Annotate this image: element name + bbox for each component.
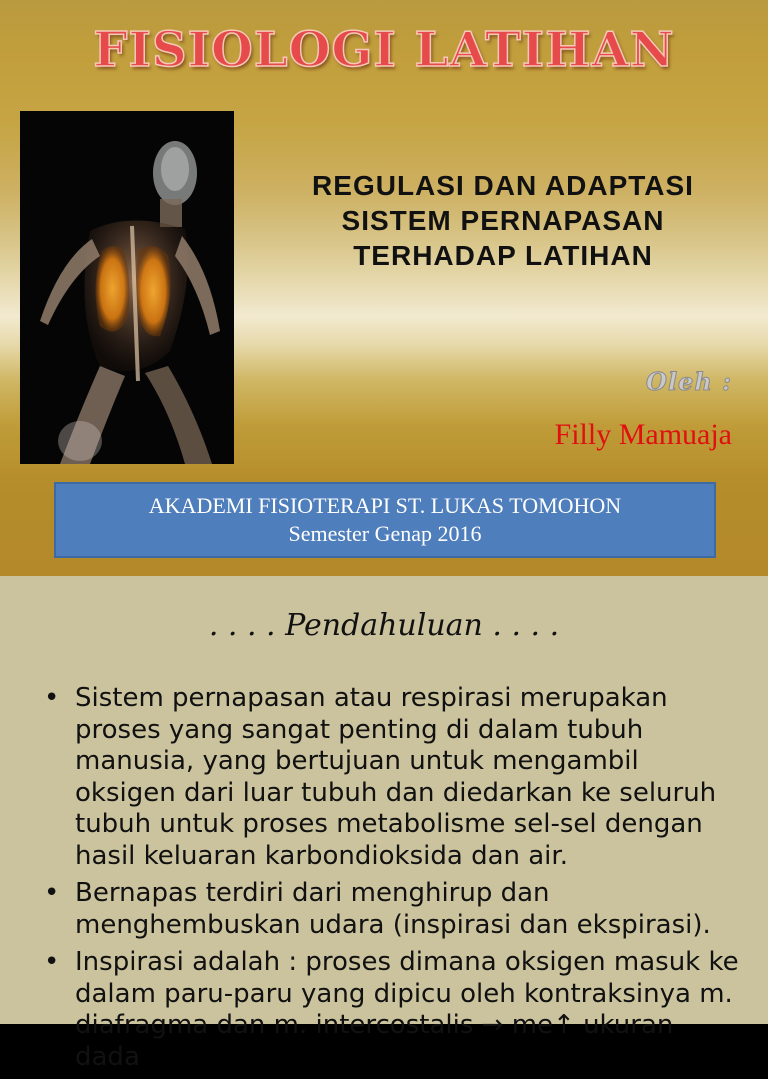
bullet-icon: • (44, 947, 60, 977)
bullet-list (44, 683, 744, 1079)
bullet-icon: • (44, 683, 60, 713)
anatomy-runner-image (20, 111, 234, 464)
bullet-text: Sistem pernapasan atau respirasi merupakan proses yang sangat penting di dalam tubuh manusia, yang bertujuan untuk mengambil oksigen dari luar tubuh dan diedarkan ke seluruh tubuh untuk proses metabolisme sel-sel dengan hasil keluaran karbondioksida dan air. (75, 683, 717, 871)
subtitle-line: TERHADAP LATIHAN (353, 240, 653, 271)
institution-box (54, 482, 716, 558)
anatomy-illustration (20, 111, 234, 464)
slide-title: FISIOLOGI LATIHAN (93, 22, 675, 78)
subtitle-line: SISTEM PERNAPASAN (341, 205, 665, 236)
author-name: Filly Mamuaja (554, 418, 732, 451)
slide-heading: . . . . Pendahuluan . . . . (208, 608, 560, 643)
slide-subtitle (248, 168, 758, 273)
institution-name: AKADEMI FISIOTERAPI ST. LUKAS TOMOHON (148, 493, 622, 518)
list-item (44, 878, 744, 941)
bullet-text: Bernapas terdiri dari menghirup dan menghembuskan udara (inspirasi dan ekspirasi). (75, 878, 711, 940)
semester-label: Semester Genap 2016 (288, 521, 482, 546)
oleh-label: Oleh : (646, 367, 732, 396)
bullet-text: Inspirasi adalah : proses dimana oksigen masuk ke dalam paru-paru yang dipicu oleh kontraksinya m. diafragma dan m. intercostalis → me↑ ukuran dada (75, 947, 739, 1072)
intro-slide (0, 576, 768, 1072)
subtitle-line: REGULASI DAN ADAPTASI (312, 170, 694, 201)
bullet-icon: • (44, 878, 60, 908)
list-item (44, 683, 744, 872)
list-item (44, 947, 744, 1073)
